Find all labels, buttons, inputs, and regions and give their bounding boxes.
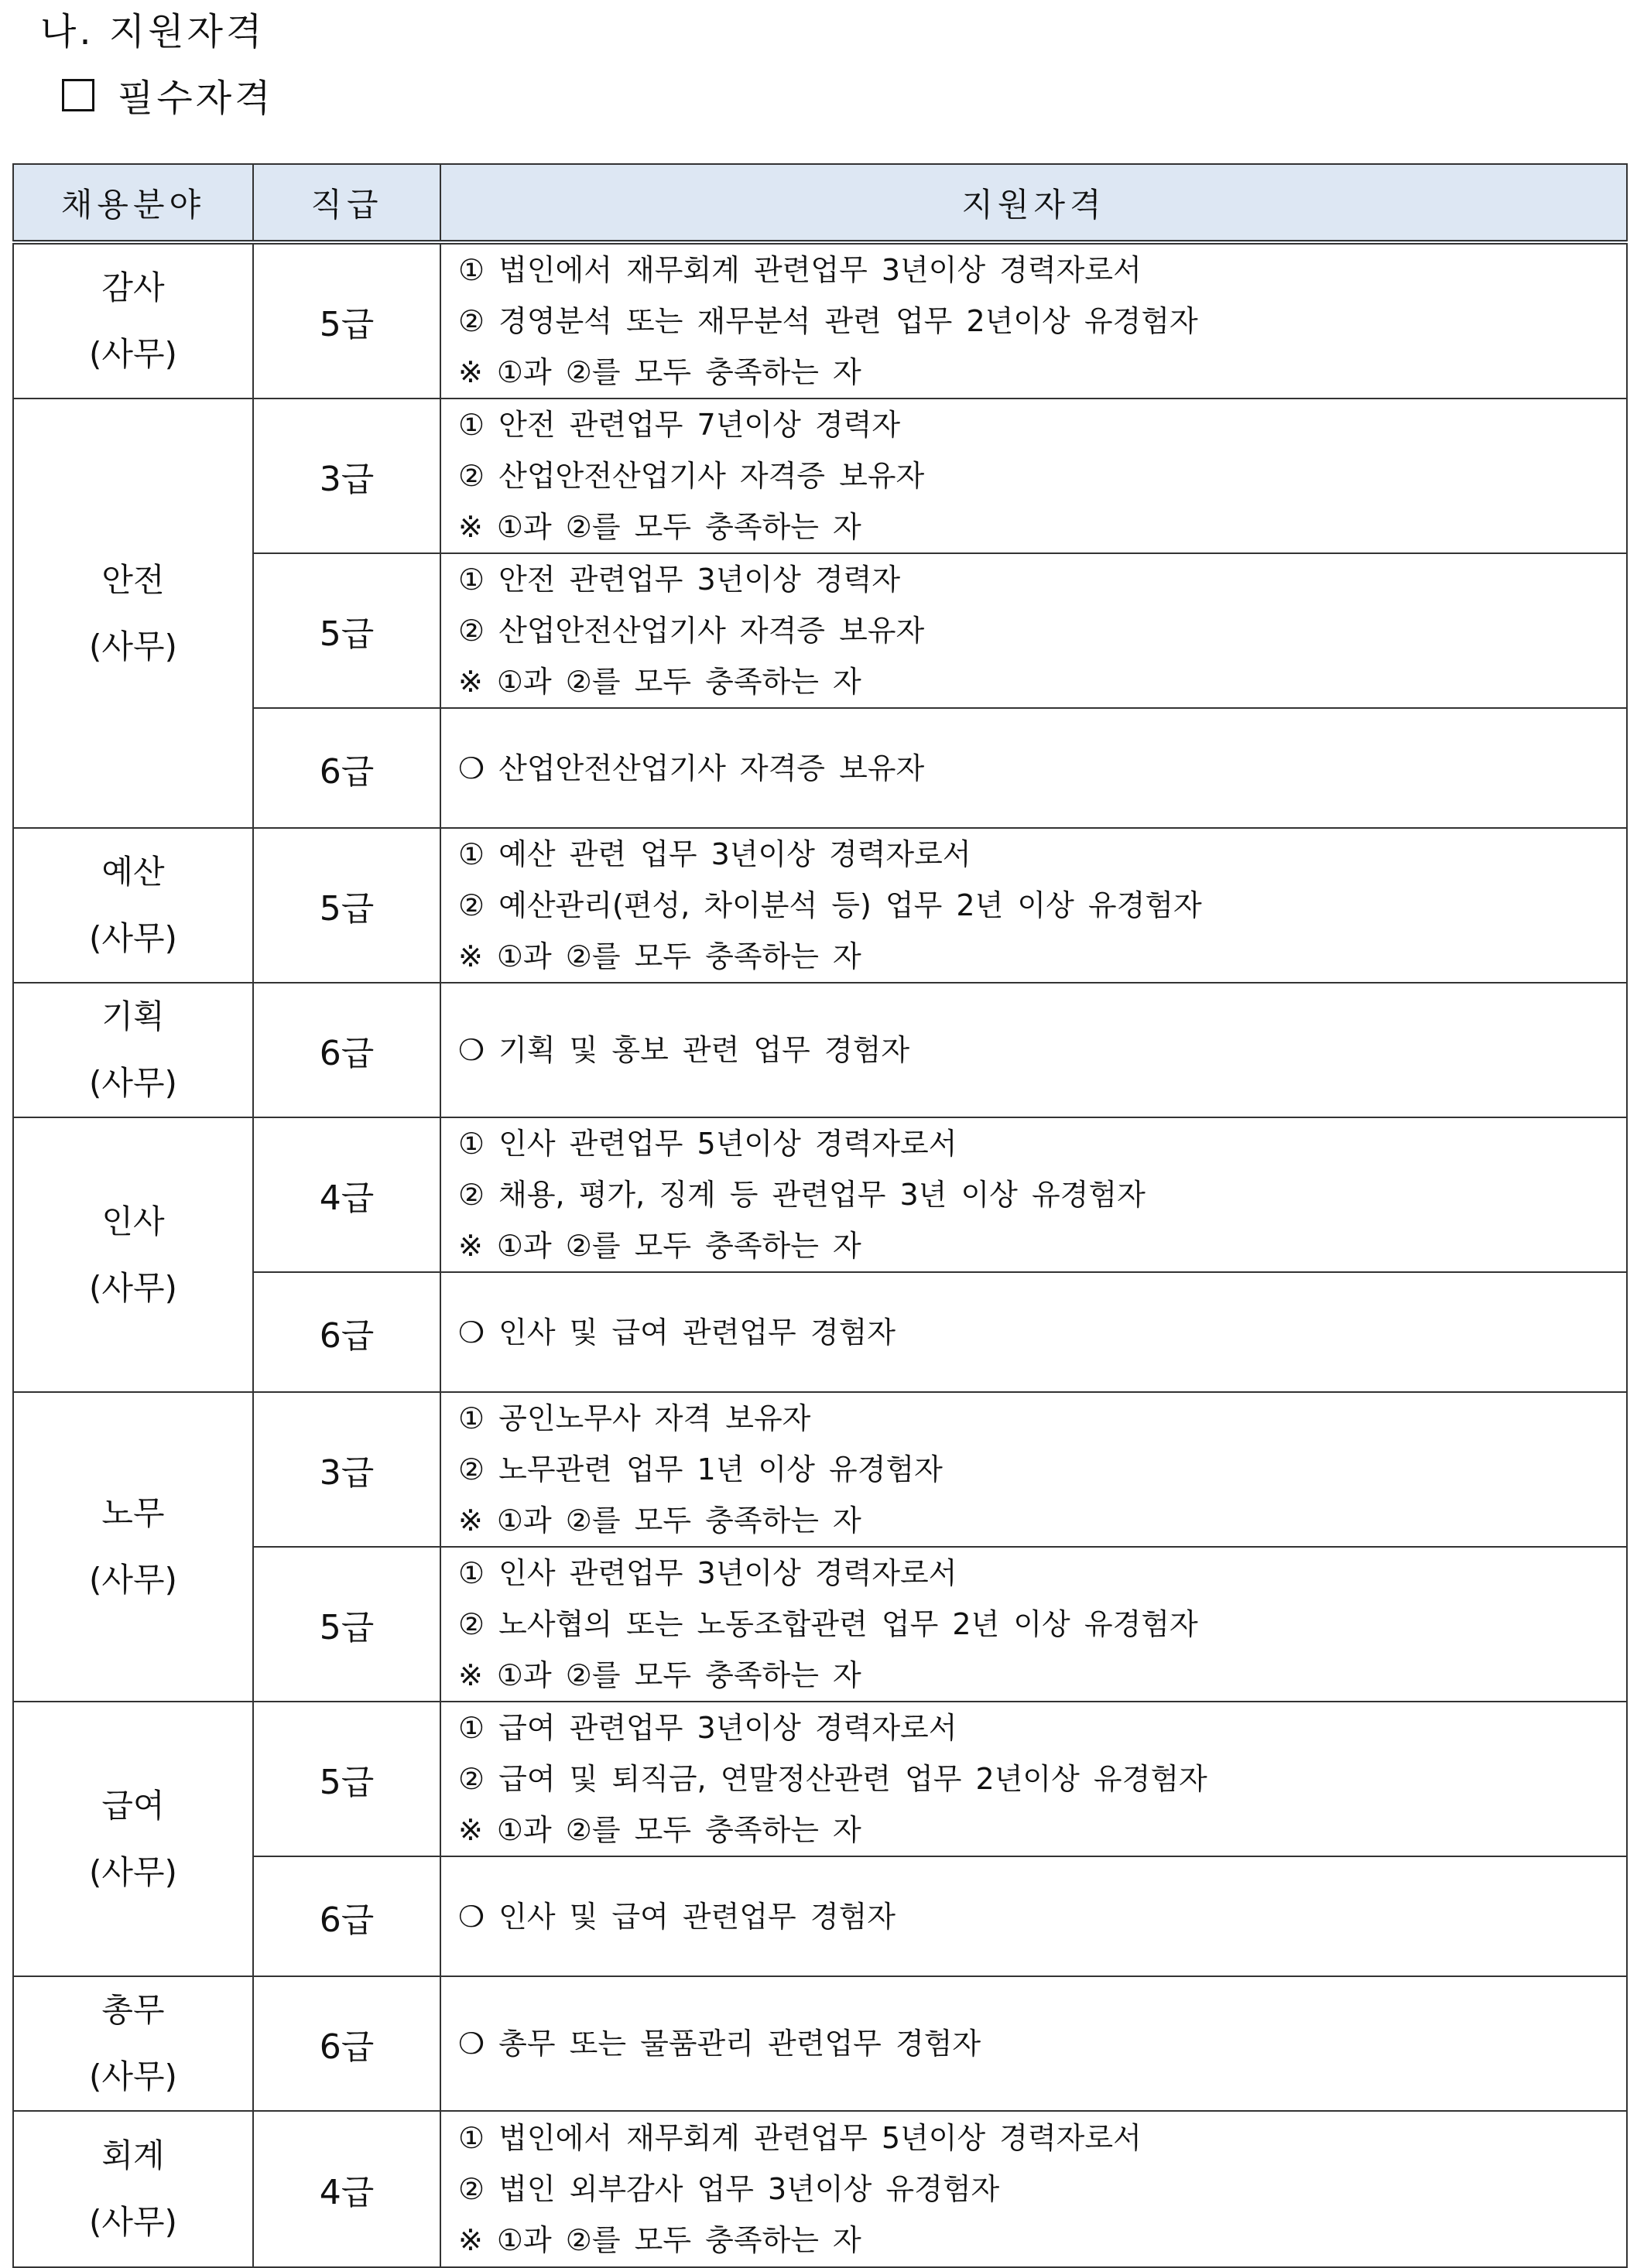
table-row xyxy=(13,399,1627,553)
qualification-line: ② 법인 외부감사 업무 3년이상 유경험자 xyxy=(458,2172,1000,2206)
qualification-line: ① 인사 관련업무 5년이상 경력자로서 xyxy=(458,1127,957,1161)
qualification-line: ※ ①과 ②를 모두 충족하는 자 xyxy=(458,1229,861,1263)
header-field: 채용분야 xyxy=(13,164,253,242)
grade-cell: 6급 xyxy=(253,983,440,1117)
subsection-title-row xyxy=(62,68,273,121)
qualification-line: ① 안전 관련업무 7년이상 경력자 xyxy=(458,408,901,442)
grade-cell: 6급 xyxy=(253,1976,440,2111)
table-row xyxy=(13,1392,1627,1547)
field-cell xyxy=(13,983,253,1117)
qualification-line: ※ ①과 ②를 모두 충족하는 자 xyxy=(458,1503,861,1538)
qualification-line: ※ ①과 ②를 모두 충족하는 자 xyxy=(458,939,861,973)
table-row xyxy=(13,553,1627,708)
field-cell xyxy=(13,242,253,399)
table-body xyxy=(13,242,1627,2267)
table-row xyxy=(13,708,1627,828)
qualification-line: ① 급여 관련업무 3년이상 경력자로서 xyxy=(458,1711,957,1745)
field-cell xyxy=(13,399,253,828)
grade-cell: 4급 xyxy=(253,1117,440,1272)
qualification-cell xyxy=(440,1392,1627,1547)
qualification-cell xyxy=(440,242,1627,399)
table-row xyxy=(13,983,1627,1117)
qualification-cell xyxy=(440,1117,1627,1272)
field-name: 급여 xyxy=(101,1786,165,1825)
subsection-title: 필수자격 xyxy=(118,77,274,120)
qualification-line: ① 안전 관련업무 3년이상 경력자 xyxy=(458,563,901,597)
grade-cell: 5급 xyxy=(253,1702,440,1856)
qualification-cell xyxy=(440,1976,1627,2111)
qualification-line: ② 산업안전산업기사 자격증 보유자 xyxy=(458,614,925,648)
qualification-line: ※ ①과 ②를 모두 충족하는 자 xyxy=(458,2223,861,2257)
qualification-line: ② 예산관리(편성, 차이분석 등) 업무 2년 이상 유경험자 xyxy=(458,888,1202,922)
field-name: 예산 xyxy=(101,853,165,891)
qualification-line: ② 급여 및 퇴직금, 연말정산관련 업무 2년이상 유경험자 xyxy=(458,1762,1207,1796)
field-type: (사무) xyxy=(89,2058,177,2095)
qualification-cell xyxy=(440,1856,1627,1976)
field-type: (사무) xyxy=(89,1852,177,1891)
table-row xyxy=(13,242,1627,399)
field-type: (사무) xyxy=(89,1561,177,1599)
qualification-line: ① 예산 관련 업무 3년이상 경력자로서 xyxy=(458,837,971,871)
qualification-cell xyxy=(440,708,1627,828)
table-row xyxy=(13,1702,1627,1856)
field-name: 안전 xyxy=(101,560,165,599)
section-title: 나. 지원자격 xyxy=(40,10,265,53)
header-grade: 직급 xyxy=(253,164,440,242)
grade-cell: 3급 xyxy=(253,399,440,553)
field-cell xyxy=(13,1702,253,1976)
qualification-cell xyxy=(440,1702,1627,1856)
grade-cell: 3급 xyxy=(253,1392,440,1547)
qualification-table xyxy=(12,163,1628,2268)
table-row xyxy=(13,1856,1627,1976)
qualification-line: ② 노사협의 또는 노동조합관련 업무 2년 이상 유경험자 xyxy=(458,1607,1198,1641)
table-row xyxy=(13,1272,1627,1392)
qualification-cell xyxy=(440,983,1627,1117)
grade-cell: 5급 xyxy=(253,1547,440,1702)
field-cell xyxy=(13,2111,253,2267)
qualification-cell xyxy=(440,1547,1627,1702)
qualification-cell xyxy=(440,2111,1627,2267)
qualification-cell xyxy=(440,828,1627,983)
grade-cell: 6급 xyxy=(253,1272,440,1392)
qualification-line: ※ ①과 ②를 모두 충족하는 자 xyxy=(458,510,861,544)
qualification-line: ※ ①과 ②를 모두 충족하는 자 xyxy=(458,355,861,389)
field-name: 총무 xyxy=(101,1991,165,2029)
grade-cell: 6급 xyxy=(253,1856,440,1976)
qualification-line: ❍ 인사 및 급여 관련업무 경험자 xyxy=(458,1315,896,1350)
grade-cell: 5급 xyxy=(253,242,440,399)
field-name: 기획 xyxy=(101,997,165,1035)
field-cell xyxy=(13,1117,253,1392)
qualification-cell xyxy=(440,553,1627,708)
qualification-line: ❍ 기획 및 홍보 관련 업무 경험자 xyxy=(458,1033,910,1067)
field-type: (사무) xyxy=(89,2203,177,2241)
field-cell xyxy=(13,828,253,983)
qualification-line: ② 노무관련 업무 1년 이상 유경험자 xyxy=(458,1452,943,1486)
header-qualification: 지원자격 xyxy=(440,164,1627,242)
field-type: (사무) xyxy=(89,627,177,665)
table-header-row xyxy=(13,164,1627,242)
qualification-line: ① 공인노무사 자격 보유자 xyxy=(458,1401,811,1435)
qualification-line: ※ ①과 ②를 모두 충족하는 자 xyxy=(458,1813,861,1847)
qualification-line: ❍ 산업안전산업기사 자격증 보유자 xyxy=(458,751,925,785)
qualification-line: ② 경영분석 또는 재무분석 관련 업무 2년이상 유경험자 xyxy=(458,304,1198,338)
table-row xyxy=(13,1117,1627,1272)
field-name: 인사 xyxy=(101,1202,165,1240)
grade-cell: 6급 xyxy=(253,708,440,828)
field-cell xyxy=(13,1976,253,2111)
field-type: (사무) xyxy=(89,335,177,373)
qualification-line: ② 채용, 평가, 징계 등 관련업무 3년 이상 유경험자 xyxy=(458,1178,1146,1212)
grade-cell: 5급 xyxy=(253,553,440,708)
qualification-cell xyxy=(440,1272,1627,1392)
grade-cell: 5급 xyxy=(253,828,440,983)
field-name: 감사 xyxy=(101,269,165,306)
field-name: 회계 xyxy=(101,2136,165,2174)
qualification-line: ※ ①과 ②를 모두 충족하는 자 xyxy=(458,665,861,699)
qualification-line: ① 법인에서 재무회계 관련업무 5년이상 경력자로서 xyxy=(458,2121,1142,2155)
qualification-line: ② 산업안전산업기사 자격증 보유자 xyxy=(458,459,925,493)
field-type: (사무) xyxy=(89,1268,177,1307)
field-name: 노무 xyxy=(101,1494,165,1532)
qualification-line: ❍ 총무 또는 물품관리 관련업무 경험자 xyxy=(458,2027,981,2061)
qualification-line: ① 인사 관련업무 3년이상 경력자로서 xyxy=(458,1556,957,1590)
field-type: (사무) xyxy=(89,919,177,957)
field-cell xyxy=(13,1392,253,1702)
field-type: (사무) xyxy=(89,1064,177,1102)
table-row xyxy=(13,1547,1627,1702)
qualification-line: ❍ 인사 및 급여 관련업무 경험자 xyxy=(458,1899,896,1934)
qualification-line: ① 법인에서 재무회계 관련업무 3년이상 경력자로서 xyxy=(458,253,1142,287)
qualification-cell xyxy=(440,399,1627,553)
table-row xyxy=(13,828,1627,983)
table-row xyxy=(13,1976,1627,2111)
qualification-line: ※ ①과 ②를 모두 충족하는 자 xyxy=(458,1658,861,1692)
checkbox-icon xyxy=(62,79,94,111)
grade-cell: 4급 xyxy=(253,2111,440,2267)
table-row xyxy=(13,2111,1627,2267)
